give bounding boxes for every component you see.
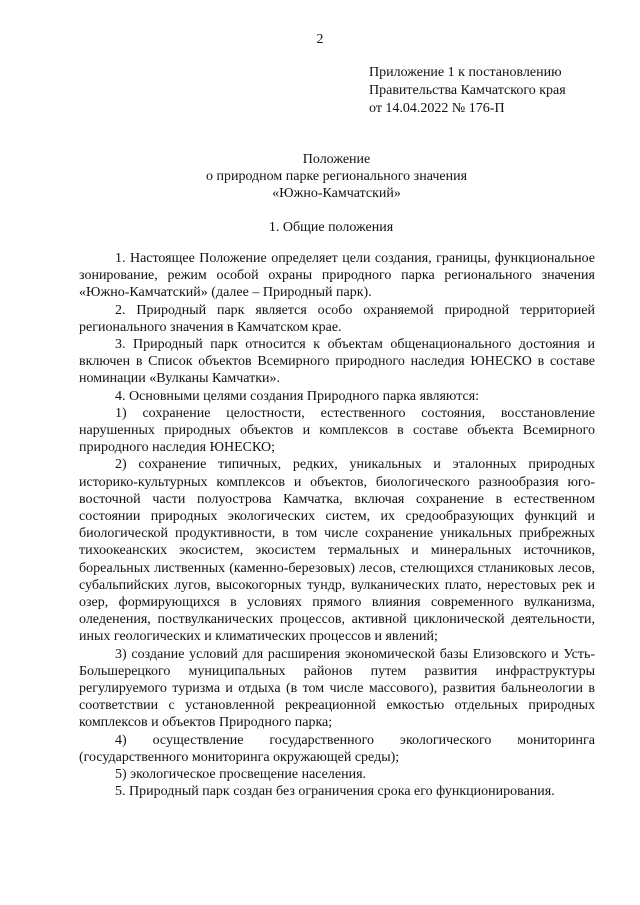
paragraph: 4. Основными целями создания Природного парка являются: — [115, 388, 480, 404]
paragraph: 5. Природный парк создан без ограничения срока его функционирования. — [115, 784, 555, 800]
appendix-line: Приложение 1 к постановлению — [369, 65, 562, 80]
appendix-line: от 14.04.2022 № 176-П — [369, 101, 505, 116]
appendix-header — [369, 64, 566, 118]
document-title — [0, 151, 640, 202]
paragraph: 2. Природный парк является особо охраняемой природной территорией регионального значения в Камчатском крае. — [79, 302, 595, 335]
title-line: о природном парке регионального значения — [205, 169, 468, 184]
paragraph: 4) осуществление государственного экологического мониторинга (государственного мониторинга окружающей среды); — [79, 732, 595, 765]
paragraph: 3) создание условий для расширения экономической базы Елизовского и Усть-Большерецкого муниципальных районов путем развития инфраструктуры регулируемого туризма и отдыха (в том числе массового), развития бальнеологии в соответствии с установленной рекреационной емкостью отдельных природных комплексов и объектов Природного парка; — [79, 646, 595, 731]
paragraph: 3. Природный парк относится к объектам общенационального достояния и включен в Список объектов Всемирного природного наследия ЮНЕСКО в составе номинации «Вулканы Камчатки». — [79, 337, 595, 387]
title-line: Положение — [302, 152, 371, 167]
section-heading: 1. Общие положения — [268, 220, 394, 235]
paragraph: 2) сохранение типичных, редких, уникальных и эталонных природных историко-культурных комплексов и объектов, биологического разнообразия юго-восточной части полуострова Камчатка, включая сохранение в естественном состоянии природных экологических систем, их средообразующих функций и биологической продуктивности, в том числе сохранение уникальных прибрежных тихоокеанских экосистем, экосистем термальных и минеральных источников, бореальных лиственных (каменно-березовых) лесов, стелющихся стланиковых лесов, субальпийских лугов, высокогорных тундр, вулканических плато, нерестовых рек и озер, формирующихся в условиях прямого влияния современного вулканизма, оледенения, поствулканических процессов, активной циклонической деятельности, иных геологических и климатических процессов и явлений; — [79, 457, 595, 645]
paragraph: 1) сохранение целостности, естественного состояния, восстановление нарушенных природных объектов и комплексов в составе объекта Всемирного природного наследия ЮНЕСКО; — [79, 405, 595, 456]
page-number: 2 — [316, 32, 324, 47]
title-line: «Южно-Камчатский» — [272, 186, 401, 201]
paragraph: 1. Настоящее Положение определяет цели создания, границы, функциональное зонирование, режим особой охраны природного парка регионального значения «Южно-Камчатский» (далее – Природный парк). — [79, 251, 595, 301]
appendix-line: Правительства Камчатского края — [369, 83, 566, 98]
body-text — [79, 250, 595, 801]
paragraph: 5) экологическое просвещение населения. — [115, 767, 367, 783]
